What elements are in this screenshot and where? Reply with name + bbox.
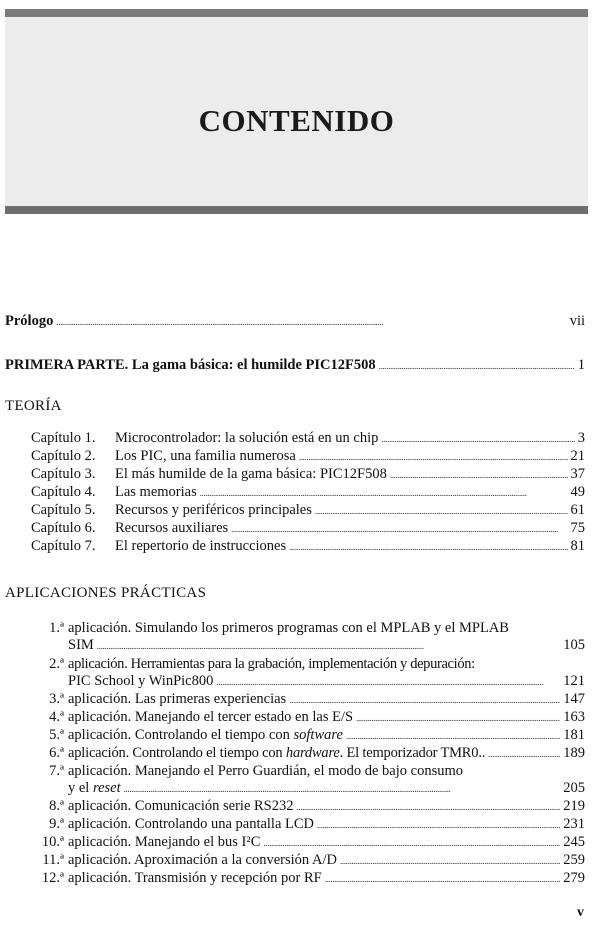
toc-entry-application[interactable]: [20, 798, 585, 815]
toc-entry-chapter[interactable]: [31, 520, 585, 537]
toc-entry-title: aplicación. Controlando el tiempo con hardware. El temporizador TMR0..: [68, 745, 486, 761]
toc-entry-title-line1: aplicación. Herramientas para la grabación, implementación y depuración:: [68, 656, 475, 672]
page-title: CONTENIDO: [198, 103, 395, 138]
toc-entry-chapter[interactable]: [31, 538, 585, 555]
toc-entry-application[interactable]: [20, 673, 585, 690]
application-number: 12.ª: [41, 870, 64, 886]
toc-entry-application[interactable]: [20, 709, 585, 726]
toc-entry-page: 3: [577, 430, 585, 446]
chapter-number: Capítulo 3.: [31, 466, 96, 482]
dot-leader: [356, 709, 560, 726]
toc-entry-title: Las memorias: [115, 484, 197, 500]
toc-entry-page: 163: [563, 709, 585, 725]
toc-entry-title: SIM: [68, 637, 94, 653]
toc-entry-title-line1: aplicación. Simulando los primeros programas con el MPLAB y el MPLAB: [68, 620, 509, 636]
application-number: 8.ª: [49, 798, 64, 814]
dot-leader: [325, 870, 561, 887]
banner-top-rule: [5, 9, 588, 17]
toc-entry-chapter[interactable]: [31, 466, 585, 483]
section-heading-aplicaciones: APLICACIONES PRÁCTICAS: [5, 585, 207, 601]
toc-entry-page: 219: [563, 798, 585, 814]
toc-entry-page: 279: [563, 870, 585, 886]
dot-leader: [216, 673, 560, 690]
toc-entry-page: 121: [563, 673, 585, 689]
dot-leader: [299, 448, 568, 465]
dot-leader: [289, 538, 567, 555]
toc-entry-chapter[interactable]: [31, 502, 585, 519]
toc-entry-application-line1[interactable]: [20, 656, 585, 672]
toc-entry-page: 37: [570, 466, 585, 482]
toc-entry-title: Microcontrolador: la solución está en un chip: [115, 430, 379, 446]
toc-entry-title: aplicación. Transmisión y recepción por RF: [68, 870, 322, 886]
chapter-number: Capítulo 7.: [31, 538, 96, 554]
toc-entry-title: aplicación. Comunicación serie RS232: [68, 798, 294, 814]
dot-leader: [200, 484, 568, 501]
dot-leader: [381, 430, 574, 447]
toc-entry-page: 49: [570, 484, 585, 500]
dot-leader: [56, 313, 566, 330]
toc-entry-title: Recursos y periféricos principales: [115, 502, 312, 518]
toc-entry-page: 105: [563, 637, 585, 653]
toc-entry-title: aplicación. Aproximación a la conversión A/D: [68, 852, 337, 868]
title-banner: [5, 9, 588, 214]
toc-entry-page: 61: [570, 502, 585, 518]
dot-leader: [346, 727, 560, 744]
toc-entry-application[interactable]: [20, 691, 585, 708]
application-number: 4.ª: [49, 709, 64, 725]
toc-entry-title: aplicación. Controlando el tiempo con software: [68, 727, 343, 743]
dot-leader: [317, 816, 560, 833]
dot-leader: [297, 798, 561, 815]
application-number: 3.ª: [49, 691, 64, 707]
banner-bottom-rule: [5, 206, 588, 214]
toc-entry-application-line1[interactable]: [20, 620, 585, 636]
toc-entry-page: 21: [570, 448, 585, 464]
application-number: 5.ª: [49, 727, 64, 743]
toc-entry-title: y el reset: [68, 780, 121, 796]
toc-entry-chapter[interactable]: [31, 448, 585, 465]
toc-entry-page: 245: [563, 834, 585, 850]
toc-entry-title: aplicación. Manejando el bus I²C: [68, 834, 261, 850]
toc-entry-page: 189: [563, 745, 585, 761]
toc-entry-page: 147: [563, 691, 585, 707]
dot-leader: [379, 357, 575, 374]
toc-entry-page: 181: [563, 727, 585, 743]
toc-entry-application-line1[interactable]: [20, 763, 585, 779]
dot-leader: [340, 852, 560, 869]
application-number: 9.ª: [49, 816, 64, 832]
toc-entry-page: 81: [570, 538, 585, 554]
toc-entry-page: 259: [563, 852, 585, 868]
toc-entry-chapter[interactable]: [31, 430, 585, 447]
dot-leader: [390, 466, 568, 483]
dot-leader: [263, 834, 560, 851]
toc-entry-title: PRIMERA PARTE. La gama básica: el humilde PIC12F508: [5, 357, 376, 373]
toc-entry-application[interactable]: [20, 834, 585, 851]
toc-entry-chapter[interactable]: [31, 484, 585, 501]
application-number: 7.ª: [49, 763, 64, 779]
page-number: v: [577, 905, 584, 920]
chapter-number: Capítulo 4.: [31, 484, 96, 500]
section-heading-teoria: TEORÍA: [5, 398, 62, 414]
application-number: 10.ª: [41, 834, 64, 850]
toc-entry-title: Recursos auxiliares: [115, 520, 229, 536]
toc-entry-primera-parte[interactable]: [5, 357, 585, 374]
application-number: 6.ª: [49, 745, 64, 761]
toc-entry-application[interactable]: [20, 852, 585, 869]
application-number: 1.ª: [49, 620, 64, 636]
toc-entry-application[interactable]: [20, 637, 585, 654]
toc-entry-page: 231: [563, 816, 585, 832]
dot-leader: [124, 780, 561, 797]
toc-entry-title: El repertorio de instrucciones: [115, 538, 287, 554]
toc-entry-title: aplicación. Controlando una pantalla LCD: [68, 816, 315, 832]
toc-entry-title: Prólogo: [5, 313, 54, 329]
toc-entry-application[interactable]: [20, 727, 585, 744]
dot-leader: [97, 637, 560, 654]
dot-leader: [231, 520, 567, 537]
toc-entry-title: El más humilde de la gama básica: PIC12F508: [115, 466, 387, 482]
toc-entry-page: 1: [577, 357, 585, 373]
chapter-number: Capítulo 6.: [31, 520, 96, 536]
toc-entry-title: Los PIC, una familia numerosa: [115, 448, 296, 464]
toc-entry-application[interactable]: [20, 745, 585, 762]
toc-entry-title: aplicación. Manejando el tercer estado en las E/S: [68, 709, 354, 725]
chapter-number: Capítulo 5.: [31, 502, 96, 518]
toc-entry-application[interactable]: [20, 780, 585, 797]
dot-leader: [488, 745, 560, 762]
toc-entry-title: PIC School y WinPic800: [68, 673, 214, 689]
toc-entry-page: vii: [569, 313, 585, 329]
toc-entry-title-line1: aplicación. Manejando el Perro Guardián, el modo de bajo consumo: [68, 763, 464, 779]
application-number: 11.ª: [42, 852, 64, 868]
toc-entry-page: 205: [563, 780, 585, 796]
toc-entry-application[interactable]: [20, 870, 585, 887]
toc-entry-page: 75: [570, 520, 585, 536]
dot-leader: [289, 691, 560, 708]
application-number: 2.ª: [49, 656, 64, 672]
chapter-number: Capítulo 2.: [31, 448, 96, 464]
dot-leader: [315, 502, 568, 519]
toc-entry-title: aplicación. Las primeras experiencias: [68, 691, 287, 707]
toc-entry-prologo[interactable]: [5, 313, 585, 330]
toc-entry-application[interactable]: [20, 816, 585, 833]
chapter-number: Capítulo 1.: [31, 430, 96, 446]
